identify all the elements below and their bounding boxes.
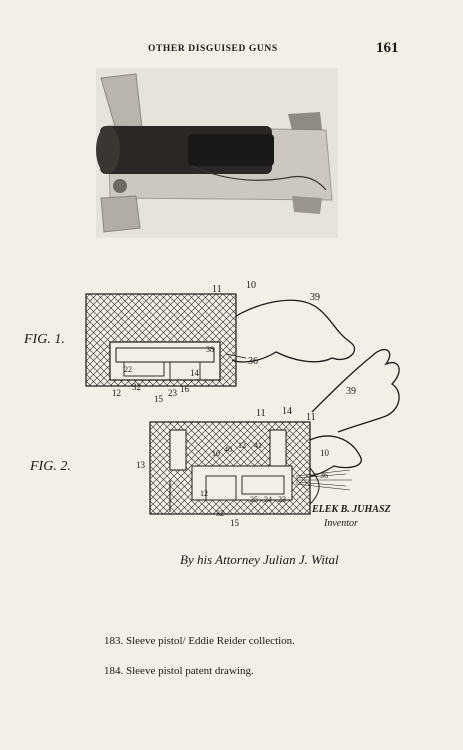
fig1-ref-number: 10 [246,280,256,291]
caption-text: Sleeve pistol/ Eddie Reider collection. [126,635,295,647]
caption-number: 183. [104,635,124,647]
attorney-signature: By his Attorney Julian J. Wital [180,552,339,567]
fig2-hand [310,436,361,476]
fig2-ref-number: 14 [282,406,292,417]
fig1-ref-number: 22 [124,365,132,374]
patent-drawing [20,280,440,590]
fig1-ref-number: 16 [180,384,189,394]
fig1-ref-number: 12 [112,388,121,398]
sleeve-pistol-photo [96,68,338,238]
fig2-ref-number: 41 [254,441,262,450]
fig2-ref-number: 11 [306,412,316,423]
fig1-ref-number: 36 [248,356,258,367]
fig1-ref-number: 39 [346,386,356,397]
fig2-ref-number: 40 [224,445,232,454]
fig2-ref-number: 13 [136,460,145,470]
caption-184 [104,664,434,678]
fig1-ref-number: 23 [168,388,177,398]
fig1-ref-number: 38 [206,345,214,354]
fig1-ref-number: 32 [132,382,141,392]
caption-number: 184. [104,665,124,677]
fig1-ref-number: 39 [310,292,320,303]
fig1-ref-number: 11 [212,284,222,295]
fig1-hand [232,300,355,362]
fig2-ref-number: 23 [278,495,286,504]
fig1-ref-number: 14 [190,368,199,378]
fig2-ref-number: 15 [230,518,239,528]
fig2-ref-number: 36 [320,471,328,480]
fig2-ref-number: 12 [238,441,246,450]
fig2-label: FIG. 2. [30,459,71,474]
fig2-ref-number: 32 [216,509,224,518]
inventor-name: ELEK B. JUHASZ [312,504,391,515]
page-header [0,40,463,60]
fig1-sleeve [86,294,236,386]
fig2-ref-number: 10 [212,449,220,458]
fig2-ref-number: 12 [200,489,208,498]
figure-captions [104,634,434,694]
fig2-ref-number: 25 [250,495,258,504]
fig2-ref-number: 10 [320,448,329,458]
fig2-ref-number: 11 [256,408,266,419]
page-number: 161 [376,40,399,56]
fig2-sleeve [150,422,319,514]
caption-183 [104,634,434,648]
fig1-ref-number: 15 [154,394,163,404]
fig1-label: FIG. 1. [24,332,65,347]
fig2-ref-number: 24 [264,495,272,504]
running-head: OTHER DISGUISED GUNS [148,44,278,54]
inventor-title: Inventor [324,518,358,529]
caption-text: Sleeve pistol patent drawing. [126,665,254,677]
